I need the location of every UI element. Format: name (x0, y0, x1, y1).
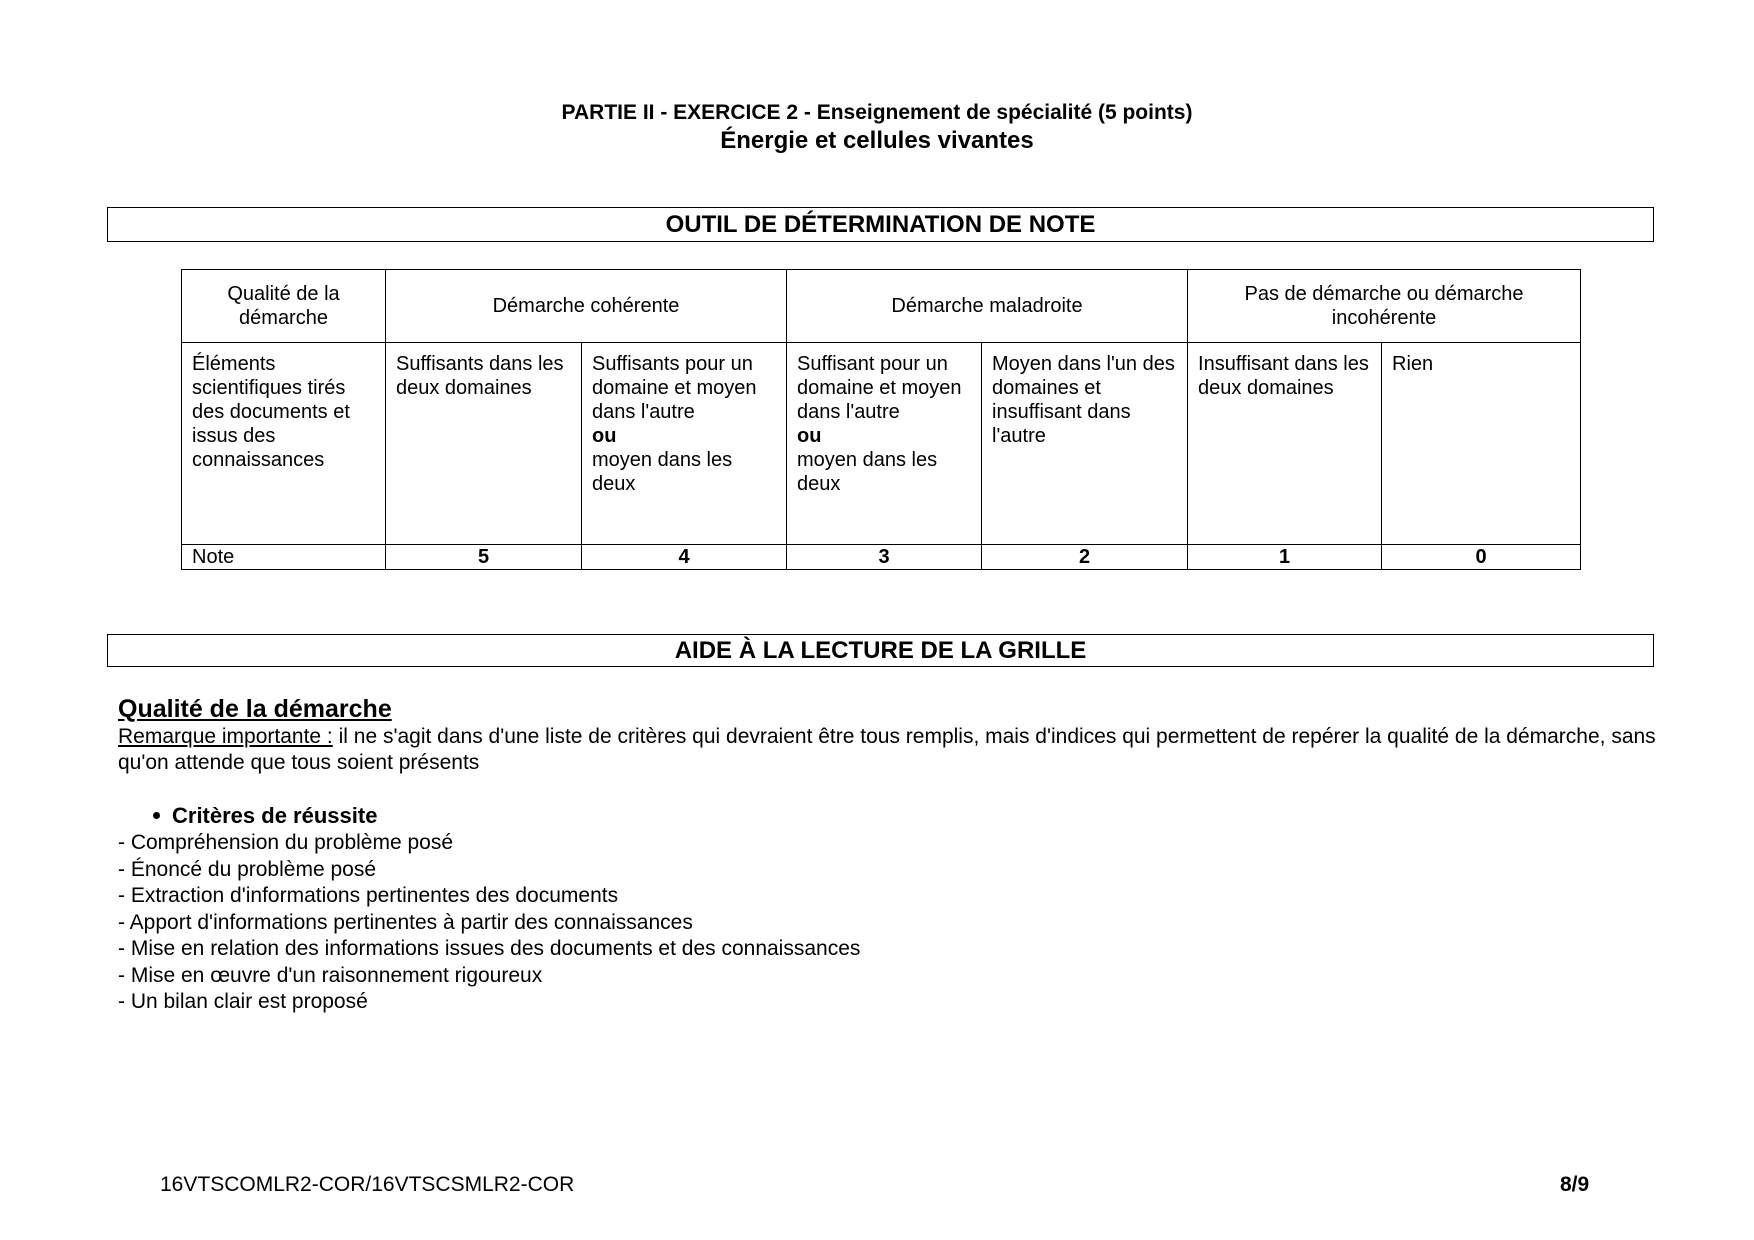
grid-cell-or: ou (797, 425, 822, 447)
grid-header-coherente: Démarche cohérente (386, 270, 787, 343)
criteria-title (153, 803, 377, 829)
section-title-grading-tool: OUTIL DE DÉTERMINATION DE NOTE (107, 207, 1654, 242)
grid-row-quality (182, 270, 1581, 343)
page-number: 8/9 (1560, 1173, 1590, 1196)
grid-note-value: 2 (982, 545, 1188, 570)
grid-row-elements (182, 343, 1581, 545)
grid-header-incoherente: Pas de démarche ou démarche incohérente (1188, 270, 1581, 343)
grid-note-value: 0 (1382, 545, 1581, 570)
grid-row-label: Note (182, 545, 386, 570)
grid-cell-or: ou (592, 425, 617, 447)
grid-row-note (182, 545, 1581, 570)
grading-grid (181, 269, 1581, 570)
remark-text: il ne s'agit dans d'une liste de critères qui devraient être tous remplis, mais d'indices qui permettent de repérer la qualité de la démarche, sans qu'on attende que tous soient présents (118, 725, 1656, 774)
criteria-item: - Mise en œuvre d'un raisonnement rigoureux (118, 963, 543, 987)
grid-header-maladroite: Démarche maladroite (787, 270, 1188, 343)
grid-note-value: 5 (386, 545, 582, 570)
grid-cell-text: Suffisants pour un domaine et moyen dans l'autre (592, 353, 757, 423)
criteria-title-text: Critères de réussite (172, 803, 378, 828)
grid-note-value: 1 (1188, 545, 1382, 570)
grid-cell (787, 343, 982, 545)
document-code: 16VTSCOMLR2-COR/16VTSCSMLR2-COR (160, 1173, 575, 1196)
grid-note-value: 4 (582, 545, 787, 570)
criteria-item: - Un bilan clair est proposé (118, 990, 368, 1013)
quality-heading: Qualité de la démarche (118, 695, 392, 723)
criteria-item: - Apport d'informations pertinentes à partir des connaissances (118, 910, 693, 934)
remark-label: Remarque importante : (118, 725, 333, 748)
grid-cell: Moyen dans l'un des domaines et insuffisant dans l'autre (982, 343, 1188, 545)
section-title-reading-aid: AIDE À LA LECTURE DE LA GRILLE (107, 634, 1654, 667)
exercise-title: PARTIE II - EXERCICE 2 - Enseignement de spécialité (5 points) (561, 101, 1193, 124)
criteria-item: - Compréhension du problème posé (118, 831, 454, 854)
grid-note-value: 3 (787, 545, 982, 570)
criteria-list (118, 830, 860, 1016)
grid-row-label: Éléments scientifiques tirés des documents et issus des connaissances (182, 343, 386, 545)
grid-cell-text: Suffisant pour un domaine et moyen dans l'autre (797, 353, 962, 423)
remark-paragraph (118, 724, 1658, 776)
criteria-item: - Mise en relation des informations issues des documents et des connaissances (118, 937, 861, 960)
criteria-item: - Extraction d'informations pertinentes des documents (118, 884, 619, 907)
bullet-icon (153, 812, 160, 819)
criteria-item: - Énoncé du problème posé (118, 857, 376, 881)
grid-cell: Insuffisant dans les deux domaines (1188, 343, 1382, 545)
grid-cell: Rien (1382, 343, 1581, 545)
grid-cell: Suffisants dans les deux domaines (386, 343, 582, 545)
grid-cell-text: moyen dans les deux (592, 449, 733, 495)
exercise-subtitle: Énergie et cellules vivantes (720, 127, 1034, 154)
grid-cell-text: moyen dans les deux (797, 449, 938, 495)
grid-row-label: Qualité de la démarche (182, 270, 386, 343)
grid-cell (582, 343, 787, 545)
